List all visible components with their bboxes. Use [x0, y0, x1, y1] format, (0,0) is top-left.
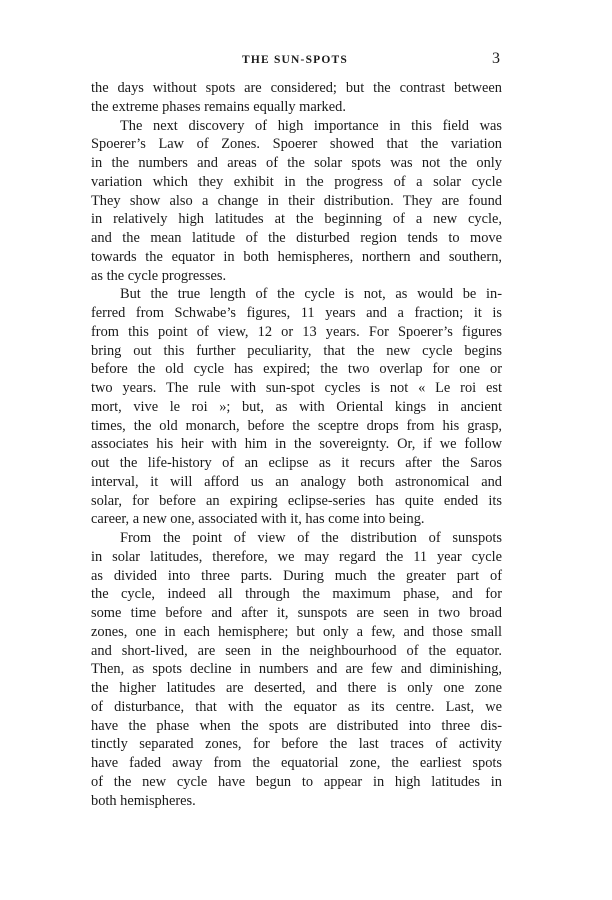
text-line: and the mean latitude of the disturbed region tends to move	[91, 230, 502, 246]
text-line: have the phase when the spots are distributed into three dis-	[91, 717, 502, 734]
body-text	[91, 79, 502, 810]
text-line: have faded away from the equatorial zone, the earliest spots	[91, 755, 502, 771]
text-line: as the cycle progresses.	[91, 267, 227, 284]
text-line: They show also a change in their distribution. They are found	[91, 192, 502, 209]
text-line: in relatively high latitudes at the beginning of a new cycle,	[91, 211, 502, 228]
text-line: bring out this further peculiarity, that the new cycle begins	[91, 342, 502, 359]
text-line: From the point of view of the distribution of sunspots	[120, 530, 502, 546]
paragraph-3	[91, 285, 502, 529]
text-line: times, the old monarch, before the sceptre drops from his grasp,	[91, 417, 502, 434]
paragraph-4	[91, 529, 502, 810]
text-line: the higher latitudes are deserted, and there is only one zone	[91, 680, 502, 696]
page-number: 3	[492, 50, 500, 67]
text-line: career, a new one, associated with it, has come into being.	[91, 511, 425, 528]
text-line: Spoerer’s Law of Zones. Spoerer showed that the variation	[91, 136, 502, 153]
text-line: of disturbance, that with the equator as its centre. Last, we	[91, 698, 502, 715]
text-line: solar, for before an expiring eclipse-series has quite ended its	[91, 492, 502, 509]
text-line: mort, vive le roi »; but, as with Oriental kings in ancient	[91, 398, 502, 415]
text-line: tinctly separated zones, for before the last traces of activity	[91, 736, 502, 753]
text-line: the extreme phases remains equally marked.	[91, 98, 346, 115]
text-line: the days without spots are considered; but the contrast between	[91, 80, 502, 96]
text-line: zones, one in each hemisphere; but only a few, and those small	[91, 623, 502, 640]
text-line: towards the equator in both hemispheres, northern and southern,	[91, 248, 502, 265]
text-line: variation which they exhibit in the progress of a solar cycle	[91, 173, 502, 190]
text-line: interval, it will afford us an analogy both astronomical and	[91, 473, 502, 490]
text-line: both hemispheres.	[91, 792, 196, 809]
text-line: in the numbers and areas of the solar spots was not the only	[91, 155, 502, 171]
paragraph-1	[91, 79, 502, 117]
text-line: But the true length of the cycle is not, as would be in-	[120, 286, 502, 303]
text-line: The next discovery of high importance in this field was	[120, 117, 502, 134]
text-line: from this point of view, 12 or 13 years. For Spoerer’s figures	[91, 323, 502, 340]
running-head	[90, 50, 500, 70]
text-line: associates his heir with him in the sovereignty. Or, if we follow	[91, 436, 502, 453]
text-line: ferred from Schwabe’s figures, 11 years and a fraction; it is	[91, 305, 502, 321]
text-line: out the life-history of an eclipse as it recurs after the Saros	[91, 455, 502, 471]
text-line: some time before and after it, sunspots are seen in two broad	[91, 605, 502, 621]
text-line: of the new cycle have begun to appear in high latitudes in	[91, 773, 502, 790]
text-line: in solar latitudes, therefore, we may regard the 11 year cycle	[91, 548, 502, 565]
text-line: before the old cycle has expired; the two overlap for one or	[91, 361, 502, 378]
text-line: two years. The rule with sun-spot cycles is not « Le roi est	[91, 380, 502, 396]
text-line: and short-lived, are seen in the neighbourhood of the equator.	[91, 642, 502, 659]
running-title: THE SUN-SPOTS	[241, 54, 349, 66]
text-line: Then, as spots decline in numbers and are few and diminishing,	[91, 661, 502, 678]
text-line: the cycle, indeed all through the maximum phase, and for	[91, 586, 502, 603]
text-line: as divided into three parts. During much the greater part of	[91, 567, 502, 584]
paragraph-2	[91, 117, 502, 286]
